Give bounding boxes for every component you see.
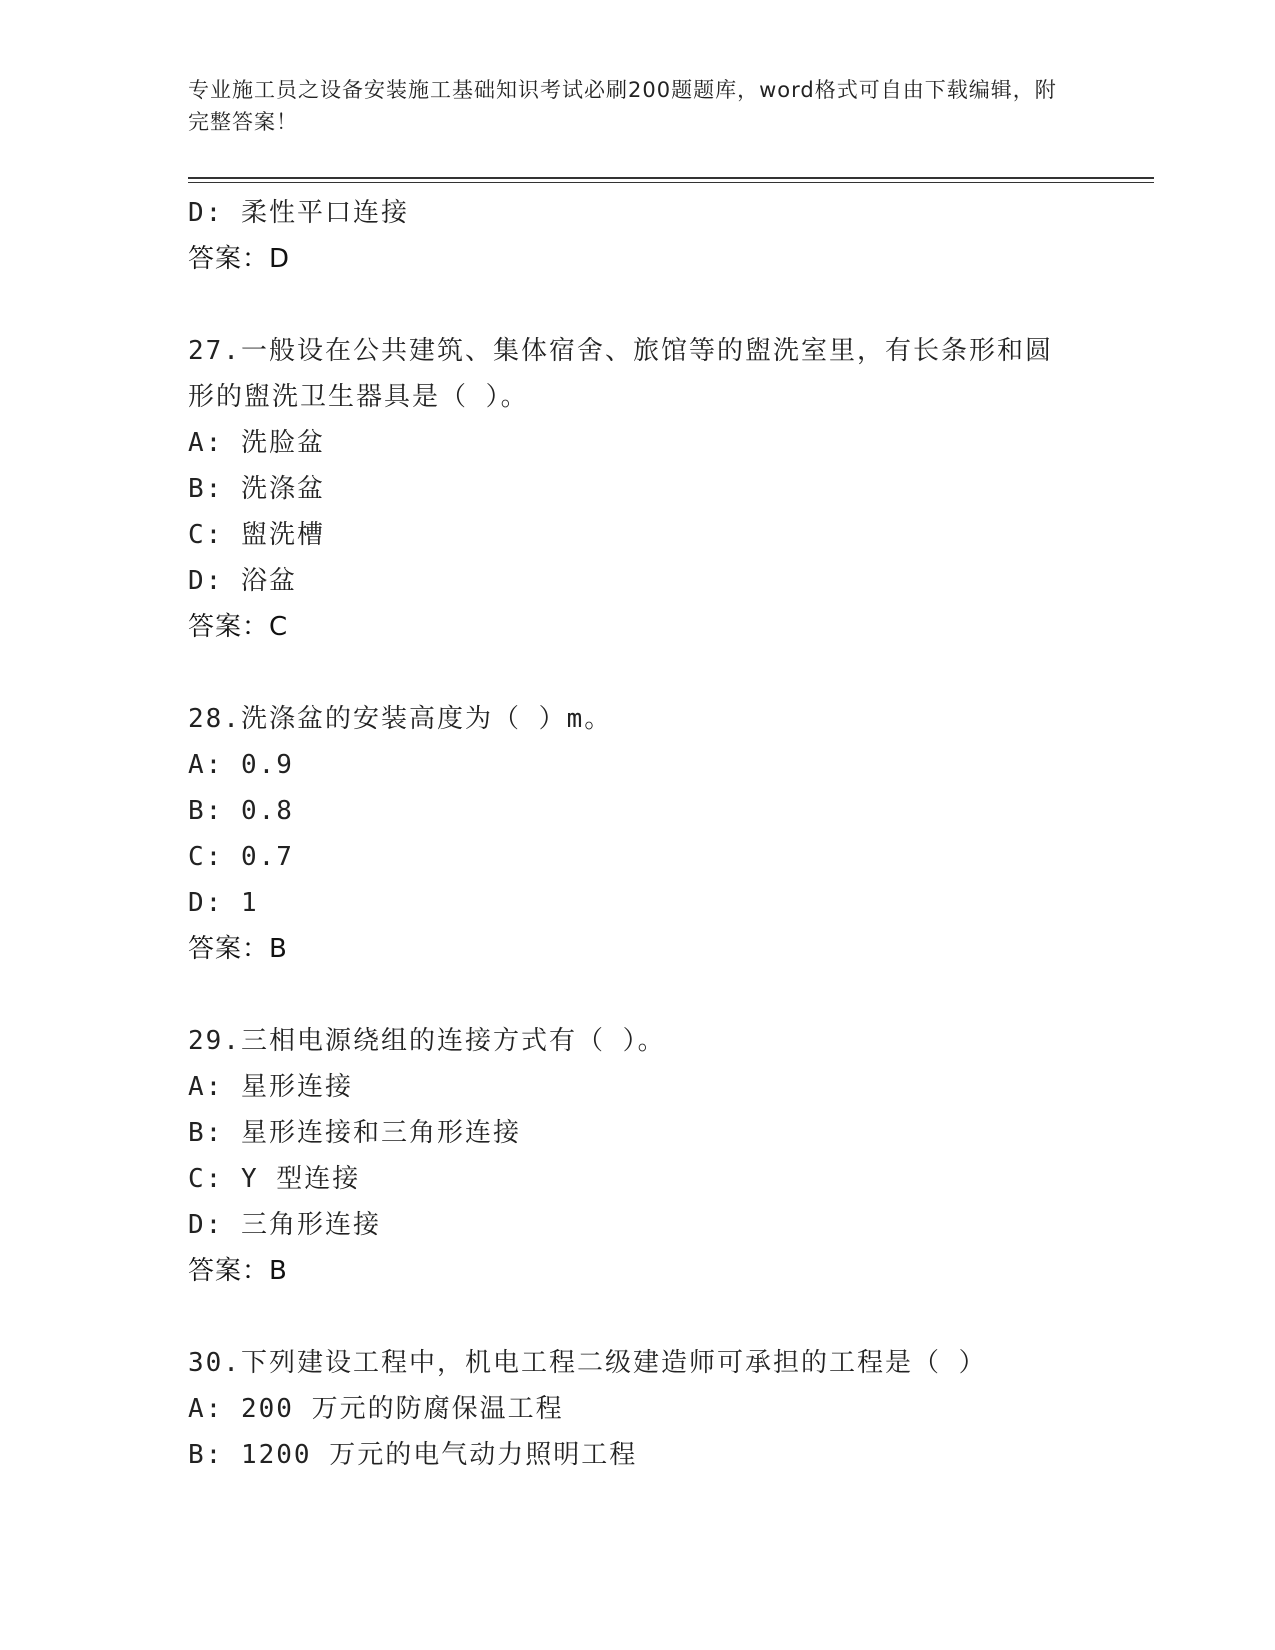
- option-d: D: 柔性平口连接: [188, 198, 409, 228]
- option-b: B: 星形连接和三角形连接: [188, 1118, 521, 1148]
- answer-line: 答案：B: [188, 934, 288, 964]
- option-b: B: 0.8: [188, 796, 294, 826]
- option-a: A: 0.9: [188, 750, 294, 780]
- question-stem: 30.下列建设工程中，机电工程二级建造师可承担的工程是（ ）: [188, 1348, 987, 1378]
- header-divider-thick: [188, 177, 1154, 179]
- document-header: 专业施工员之设备安装施工基础知识考试必刷200题题库，word格式可自由下载编辑，附完整答案！: [188, 78, 1057, 134]
- spacer: [188, 972, 1068, 1018]
- spacer: [188, 282, 1068, 328]
- question-stem-continued: 形的盥洗卫生器具是（ ）。: [188, 382, 529, 412]
- option-c: C: 0.7: [188, 842, 294, 872]
- option-d: D: 三角形连接: [188, 1210, 381, 1240]
- option-b: B: 洗涤盆: [188, 474, 325, 504]
- option-a: A: 200 万元的防腐保温工程: [188, 1394, 564, 1424]
- question-list: [188, 190, 1068, 1478]
- option-d: D: 浴盆: [188, 566, 297, 596]
- option-c: C: Y 型连接: [188, 1164, 361, 1194]
- question-stem: 28.洗涤盆的安装高度为（ ）m。: [188, 704, 613, 734]
- option-a: A: 洗脸盆: [188, 428, 325, 458]
- question-stem: 27.一般设在公共建筑、集体宿舍、旅馆等的盥洗室里，有长条形和圆: [188, 336, 1053, 366]
- option-a: A: 星形连接: [188, 1072, 353, 1102]
- answer-line: 答案：D: [188, 244, 291, 274]
- option-d: D: 1: [188, 888, 259, 918]
- option-c: C: 盥洗槽: [188, 520, 325, 550]
- header-divider-thin: [188, 182, 1154, 183]
- spacer: [188, 650, 1068, 696]
- answer-line: 答案：C: [188, 612, 289, 642]
- option-b: B: 1200 万元的电气动力照明工程: [188, 1440, 638, 1470]
- answer-line: 答案：B: [188, 1256, 288, 1286]
- question-stem: 29.三相电源绕组的连接方式有（ ）。: [188, 1026, 666, 1056]
- spacer: [188, 1294, 1068, 1340]
